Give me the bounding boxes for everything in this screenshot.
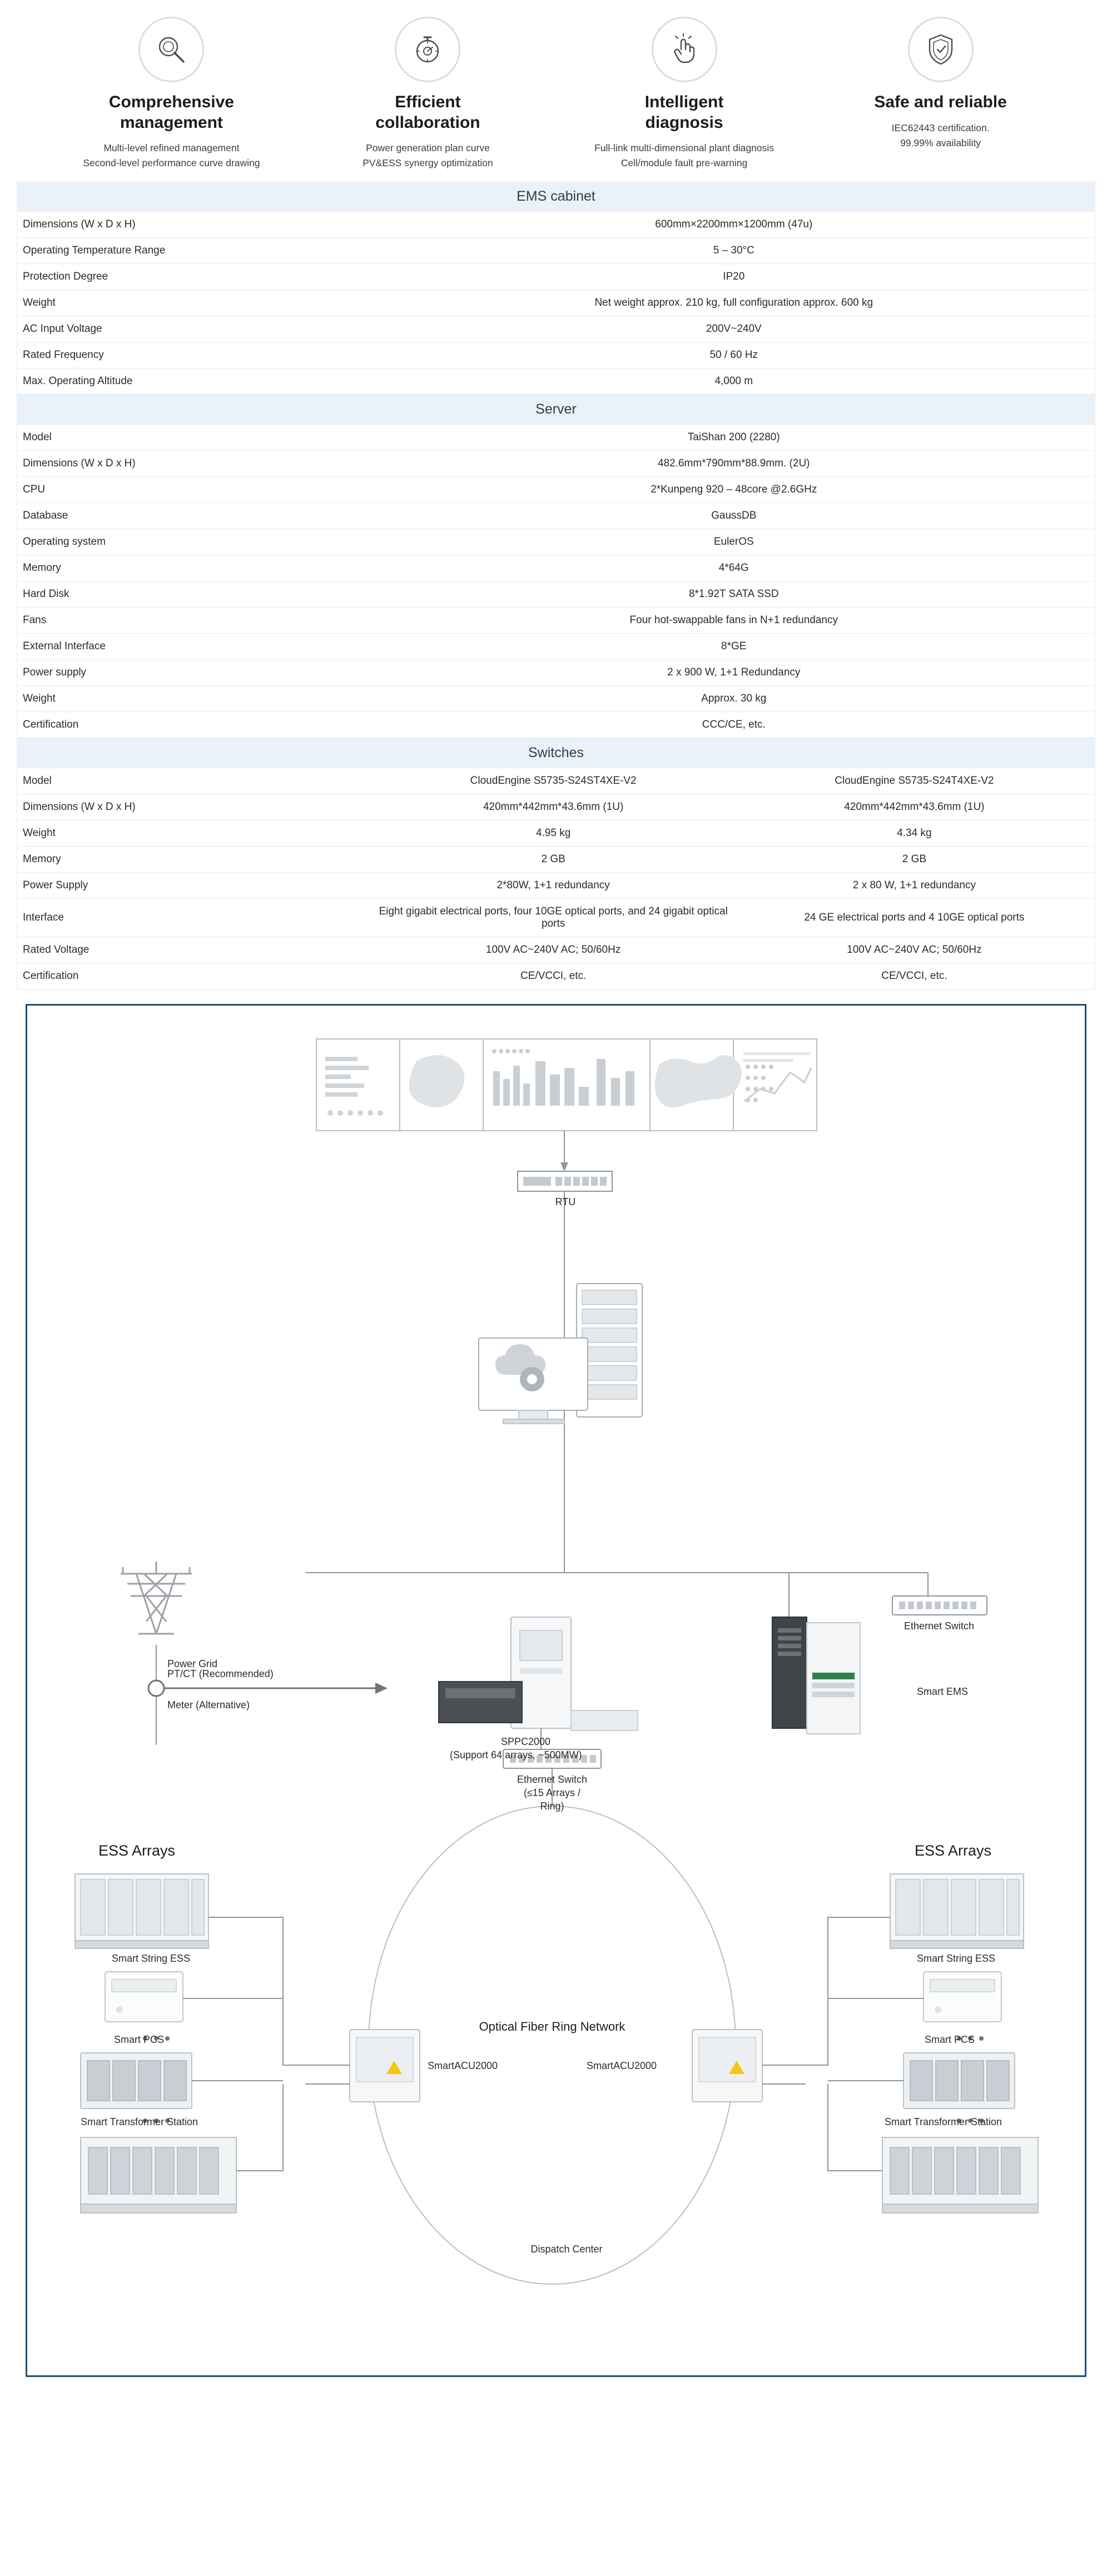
label-optical-fiber-ring-network: Optical Fiber Ring Network [479, 2020, 626, 2034]
row-label: CPU [17, 477, 373, 503]
label-smart-transformer-left: Smart Transformer Station [81, 2116, 198, 2128]
row-value: 200V~240V [373, 316, 1095, 342]
feature-card-efficient-collaboration [306, 17, 549, 171]
row-label: Rated Frequency [17, 342, 373, 369]
spec-table-switches [17, 768, 1095, 989]
row-label: Model [17, 425, 373, 451]
table-row [17, 555, 1095, 581]
table-row [17, 290, 1095, 316]
row-value: 8*GE [373, 634, 1095, 660]
table-row [17, 477, 1095, 503]
shield-check-icon [908, 17, 974, 82]
label-smart-string-ess-right: Smart String ESS [917, 1953, 996, 1965]
table-row [17, 794, 1095, 820]
label-ethernet-switch-top: Ethernet Switch [904, 1620, 975, 1632]
table-row [17, 369, 1095, 395]
table-row [17, 608, 1095, 634]
row-value-col1: 4.95 kg [373, 820, 734, 847]
feature-line-1: Power generation plan curve [366, 142, 490, 154]
feature-line-2: Cell/module fault pre-warning [620, 157, 748, 169]
label-sppc2000: SPPC2000 [501, 1736, 551, 1748]
row-label: Weight [17, 686, 373, 712]
row-label: Rated Voltage [17, 937, 373, 963]
row-value-col1: 100V AC~240V AC; 50/60Hz [373, 937, 734, 963]
row-label: Operating system [17, 529, 373, 555]
row-value: 4*64G [373, 555, 1095, 581]
row-label: Hard Disk [17, 581, 373, 608]
feature-line-2: 99.99% availability [900, 137, 981, 148]
row-label: Power Supply [17, 873, 373, 899]
label-ethernet-switch-ring: Ring) [540, 1801, 564, 1812]
row-label: Memory [17, 847, 373, 873]
row-label: Operating Temperature Range [17, 238, 373, 264]
row-value-col1: 420mm*442mm*43.6mm (1U) [373, 794, 734, 820]
label-ethernet-switch-arrays: (≤15 Arrays / [524, 1787, 580, 1799]
label-sppc2000-capacity: (Support 64 arrays, ~500MW) [450, 1749, 582, 1761]
row-label: Database [17, 503, 373, 529]
row-value: TaiShan 200 (2280) [373, 425, 1095, 451]
feature-line-1: Multi-level refined management [103, 142, 240, 154]
section-title-ems-cabinet: EMS cabinet [17, 182, 1095, 212]
stopwatch-gear-icon [395, 17, 460, 82]
row-value-col2: CloudEngine S5735-S24T4XE-V2 [734, 768, 1095, 794]
feature-title: Safe and reliable [874, 93, 1007, 111]
feature-line-2: Second-level performance curve drawing [83, 157, 260, 169]
label-smart-ems: Smart EMS [917, 1686, 969, 1698]
label-smartacu2000-left: SmartACU2000 [428, 2060, 498, 2072]
row-value: IP20 [373, 264, 1095, 290]
row-label: Fans [17, 608, 373, 634]
row-value-col2: 2 GB [734, 847, 1095, 873]
row-value: 5 – 30°C [373, 238, 1095, 264]
row-label: Dimensions (W x D x H) [17, 451, 373, 477]
table-row [17, 529, 1095, 555]
feature-title: Efficient collaboration [375, 93, 480, 132]
row-value: Approx. 30 kg [373, 686, 1095, 712]
row-value-col1: 2 GB [373, 847, 734, 873]
table-row [17, 937, 1095, 963]
row-label: Weight [17, 820, 373, 847]
row-value: 600mm×2200mm×1200mm (47u) [373, 212, 1095, 238]
row-value: 50 / 60 Hz [373, 342, 1095, 369]
row-label: Weight [17, 290, 373, 316]
table-row [17, 342, 1095, 369]
row-value: EulerOS [373, 529, 1095, 555]
label-ess-arrays-left: ESS Arrays [98, 1842, 176, 1859]
table-row [17, 238, 1095, 264]
label-smart-pcs-left: Smart PCS [114, 2034, 165, 2046]
table-row [17, 316, 1095, 342]
table-row [17, 899, 1095, 937]
row-value: Net weight approx. 210 kg, full configuration approx. 600 kg [373, 290, 1095, 316]
label-meter: Meter (Alternative) [167, 1699, 250, 1711]
row-value-col2: CE/VCCI, etc. [734, 963, 1095, 989]
label-smart-transformer-right: Smart Transformer Station [885, 2116, 1002, 2128]
table-row [17, 660, 1095, 686]
row-label: External Interface [17, 634, 373, 660]
label-dispatch-center: Dispatch Center [530, 2244, 603, 2255]
row-value-col2: 2 x 80 W, 1+1 redundancy [734, 873, 1095, 899]
row-label: Power supply [17, 660, 373, 686]
system-architecture-diagram [26, 1004, 1086, 2377]
row-value-col1: CE/VCCI, etc. [373, 963, 734, 989]
table-row [17, 963, 1095, 989]
row-value-col1: CloudEngine S5735-S24ST4XE-V2 [373, 768, 734, 794]
row-value: 482.6mm*790mm*88.9mm. (2U) [373, 451, 1095, 477]
row-value-col1: Eight gigabit electrical ports, four 10GE optical ports, and 24 gigabit optical ports [373, 899, 734, 937]
row-value-col2: 24 GE electrical ports and 4 10GE optical ports [734, 899, 1095, 937]
label-smart-pcs-right: Smart PCS [925, 2034, 975, 2046]
table-row [17, 451, 1095, 477]
table-row [17, 581, 1095, 608]
feature-card-comprehensive-management [50, 17, 293, 171]
table-row [17, 503, 1095, 529]
hand-touch-icon [652, 17, 717, 82]
table-row [17, 634, 1095, 660]
table-row [17, 712, 1095, 738]
feature-title: Comprehensive management [108, 93, 234, 132]
row-label: Protection Degree [17, 264, 373, 290]
feature-highlights [17, 0, 1095, 182]
row-label: Certification [17, 963, 373, 989]
table-row [17, 425, 1095, 451]
label-ess-arrays-right: ESS Arrays [915, 1842, 992, 1859]
row-value-col2: 100V AC~240V AC; 50/60Hz [734, 937, 1095, 963]
feature-title: Intelligent diagnosis [644, 93, 724, 132]
row-label: Dimensions (W x D x H) [17, 794, 373, 820]
table-row [17, 820, 1095, 847]
row-label: Certification [17, 712, 373, 738]
feature-card-safe-and-reliable [819, 17, 1062, 171]
row-value: 2*Kunpeng 920 – 48core @2.6GHz [373, 477, 1095, 503]
label-ethernet-switch-mid: Ethernet Switch [517, 1774, 588, 1786]
table-row [17, 264, 1095, 290]
magnifier-icon [138, 17, 204, 82]
table-row [17, 686, 1095, 712]
feature-line-2: PV&ESS synergy optimization [363, 157, 493, 169]
spec-table-ems-cabinet [17, 212, 1095, 395]
row-value-col2: 4.34 kg [734, 820, 1095, 847]
feature-card-intelligent-diagnosis [563, 17, 806, 171]
row-value: CCC/CE, etc. [373, 712, 1095, 738]
row-value: Four hot-swappable fans in N+1 redundancy [373, 608, 1095, 634]
row-value-col1: 2*80W, 1+1 redundancy [373, 873, 734, 899]
label-smart-string-ess-left: Smart String ESS [112, 1953, 191, 1965]
table-row [17, 212, 1095, 238]
spec-table-server [17, 425, 1095, 738]
table-row [17, 873, 1095, 899]
feature-line-1: IEC62443 certification. [891, 122, 990, 133]
row-label: Dimensions (W x D x H) [17, 212, 373, 238]
table-row [17, 768, 1095, 794]
section-title-server: Server [17, 395, 1095, 425]
label-power-grid: Power Grid [167, 1658, 218, 1670]
row-label: Interface [17, 899, 373, 937]
row-label: Max. Operating Altitude [17, 369, 373, 395]
feature-line-1: Full-link multi-dimensional plant diagnosis [594, 142, 774, 154]
row-value: 4,000 m [373, 369, 1095, 395]
row-label: AC Input Voltage [17, 316, 373, 342]
row-value: GaussDB [373, 503, 1095, 529]
row-label: Model [17, 768, 373, 794]
row-label: Memory [17, 555, 373, 581]
label-rtu: RTU [555, 1196, 576, 1208]
table-row [17, 847, 1095, 873]
row-value: 8*1.92T SATA SSD [373, 581, 1095, 608]
label-smartacu2000-right: SmartACU2000 [587, 2060, 657, 2072]
section-title-switches: Switches [17, 738, 1095, 768]
label-pt-ct: PT/CT (Recommended) [167, 1668, 274, 1680]
row-value: 2 x 900 W, 1+1 Redundancy [373, 660, 1095, 686]
row-value-col2: 420mm*442mm*43.6mm (1U) [734, 794, 1095, 820]
